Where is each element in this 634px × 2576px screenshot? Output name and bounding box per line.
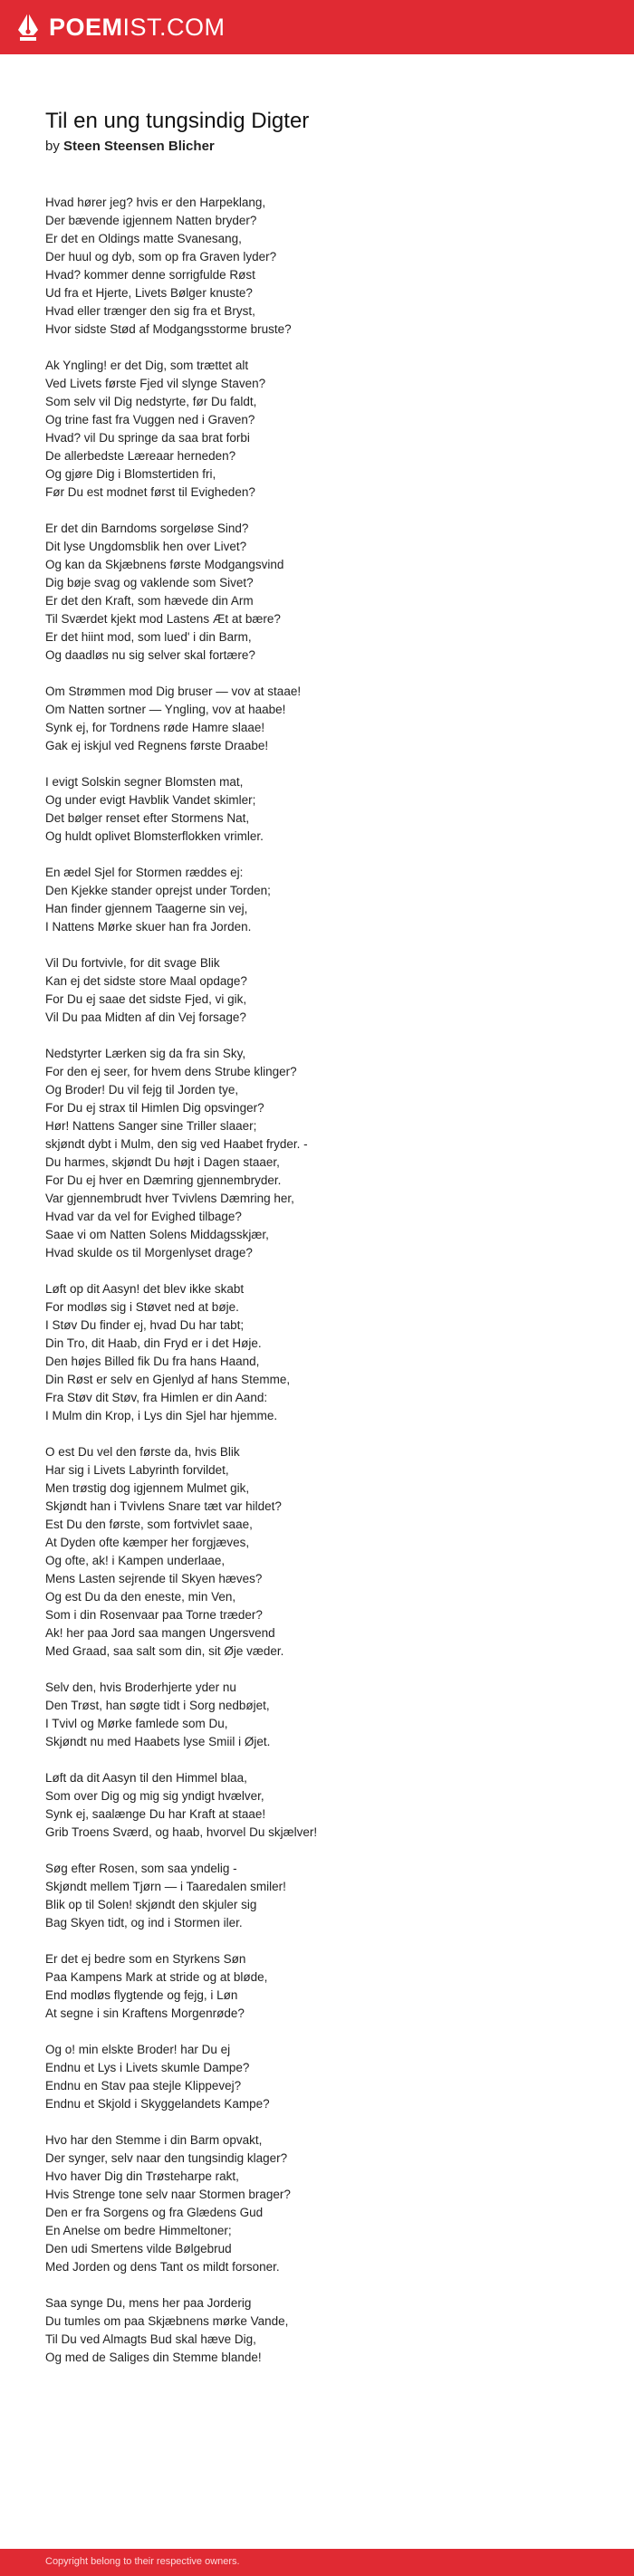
poem-line: Hvo har den Stemme i din Barm opvakt,	[45, 2133, 263, 2147]
poem-line: De allerbedste Læreaar herneden?	[45, 449, 236, 463]
poem-line: Din Tro, dit Haab, din Fryd er i det Høje.	[45, 1336, 262, 1350]
poem-line: Grib Troens Sværd, og haab, hvorvel Du skjælver!	[45, 1825, 318, 1839]
poem-line: Og gjøre Dig i Blomstertiden fri,	[45, 467, 216, 481]
poem-content	[45, 109, 589, 2385]
stanza	[45, 864, 589, 936]
poem-line: Synk ej, saalænge Du har Kraft at staae!	[45, 1807, 266, 1821]
poem-line: Til Du ved Almagts Bud skal hæve Dig,	[45, 2332, 256, 2346]
poem-line: Løft op dit Aasyn! det blev ikke skabt	[45, 1282, 245, 1296]
poem-line: At Dyden ofte kæmper her forgjæves,	[45, 1536, 250, 1549]
poem-line: Var gjennembrudt hver Tvivlens Dæmring her,	[45, 1192, 294, 1205]
poem-line: Til Sværdet kjekt mod Lastens Æt at bære?	[45, 612, 281, 626]
poem-line: Før Du est modnet først til Evigheden?	[45, 485, 255, 499]
poem-line: Som selv vil Dig nedstyrte, før Du faldt,	[45, 395, 257, 408]
poem-line: Hvor sidste Stød af Modgangsstorme bruste?	[45, 322, 292, 336]
poem-line: Mens Lasten sejrende til Skyen hæves?	[45, 1572, 263, 1585]
poem-line: At segne i sin Kraftens Morgenrøde?	[45, 2006, 245, 2020]
stanza	[45, 1045, 589, 1262]
poem-line: Som i din Rosenvaar paa Torne træder?	[45, 1608, 263, 1622]
site-logo-link[interactable]	[16, 11, 226, 43]
by-label: by	[45, 139, 64, 154]
poem-line: Din Røst er selv en Gjenlyd af hans Stemme,	[45, 1373, 291, 1386]
poem-line: Og daadløs nu sig selver skal fortære?	[45, 648, 255, 662]
poem-line: Gak ej iskjul ved Regnens første Draabe!	[45, 739, 269, 752]
poem-line: Hør! Nattens Sanger sine Triller slaaer;	[45, 1119, 257, 1133]
poem-line: skjøndt dybt i Mulm, den sig ved Haabet fryder. -	[45, 1137, 308, 1151]
poem-line: Synk ej, for Tordnens røde Hamre slaae!	[45, 721, 265, 734]
footer-bar	[0, 2549, 634, 2576]
poem-body	[45, 194, 589, 2367]
poem-line: En Anelse om bedre Himmeltoner;	[45, 2224, 232, 2237]
poem-line: Endnu en Stav paa stejle Klippevej?	[45, 2079, 242, 2092]
poem-line: Nedstyrter Lærken sig da fra sin Sky,	[45, 1047, 246, 1060]
top-bar	[0, 0, 634, 54]
poem-line: Den Trøst, han søgte tidt i Sorg nedbøjet,	[45, 1699, 270, 1712]
poem-line: Hvad var da vel for Evighed tilbage?	[45, 1210, 242, 1223]
poem-line: Og trine fast fra Vuggen ned i Graven?	[45, 413, 255, 426]
poem-line: I Mulm din Krop, i Lys din Sjel har hjemme.	[45, 1409, 278, 1422]
stanza	[45, 1860, 589, 1932]
poem-line: Ak! her paa Jord saa mangen Ungersvend	[45, 1626, 275, 1640]
poem-line: Er det ej bedre som en Styrkens Søn	[45, 1952, 246, 1966]
poem-line: Er det hiint mod, som lued' i din Barm,	[45, 630, 252, 644]
poem-line: Men trøstig dog igjennem Mulmet gik,	[45, 1481, 250, 1495]
poem-line: Og huldt oplivet Blomsterflokken vrimler.	[45, 829, 264, 843]
poem-line: Er det en Oldings matte Svanesang,	[45, 232, 242, 245]
poem-line: Du harmes, skjøndt Du højt i Dagen staaer,	[45, 1155, 280, 1169]
poem-line: Søg efter Rosen, som saa yndelig -	[45, 1862, 237, 1875]
poem-line: Blik op til Solen! skjøndt den skjuler sig	[45, 1898, 257, 1911]
poem-line: Du tumles om paa Skjæbnens mørke Vande,	[45, 2314, 289, 2328]
stanza	[45, 194, 589, 339]
poem-line: Med Graad, saa salt som din, sit Øje væder.	[45, 1644, 284, 1658]
poem-line: Skjøndt mellem Tjørn — i Taaredalen smiler!	[45, 1880, 286, 1893]
poem-line: Der huul og dyb, som op fra Graven lyder?	[45, 250, 277, 263]
poem-line: Hvad? kommer denne sorrigfulde Røst	[45, 268, 255, 282]
poem-line: Hvad skulde os til Morgenlyset drage?	[45, 1246, 253, 1259]
poem-line: Og kan da Skjæbnens første Modgangsvind	[45, 558, 284, 571]
poem-line: Dit lyse Ungdomsblik hen over Livet?	[45, 540, 247, 553]
poem-line: Den er fra Sorgens og fra Glædens Gud	[45, 2206, 264, 2219]
poem-line: Skjøndt han i Tvivlens Snare tæt var hildet?	[45, 1499, 282, 1513]
stanza	[45, 773, 589, 846]
poem-line: Bag Skyen tidt, og ind i Stormen iler.	[45, 1916, 243, 1930]
poem-line: Endnu et Lys i Livets skumle Dampe?	[45, 2061, 250, 2074]
stanza	[45, 357, 589, 502]
poem-line: Han finder gjennem Taagerne sin vej,	[45, 902, 248, 915]
poem-line: Dig bøje svag og vaklende som Sivet?	[45, 576, 254, 589]
poem-line: Om Strømmen mod Dig bruser — vov at staae!	[45, 685, 302, 698]
poem-line: I Støv Du finder ej, hvad Du har tabt;	[45, 1318, 245, 1332]
poem-line: Saae vi om Natten Solens Middagsskjær,	[45, 1228, 269, 1241]
stanza	[45, 1769, 589, 1842]
poem-line: Vil Du paa Midten af din Vej forsage?	[45, 1010, 246, 1024]
poem-line: Vil Du fortvivle, for dit svage Blik	[45, 956, 220, 970]
poem-line: Med Jorden og dens Tant os mildt forsoner.	[45, 2260, 280, 2274]
stanza	[45, 520, 589, 665]
stanza	[45, 1443, 589, 1661]
poem-line: Endnu et Skjold i Skyggelandets Kampe?	[45, 2097, 270, 2111]
poem-line: Og ofte, ak! i Kampen underlaae,	[45, 1554, 226, 1567]
poem-line: En ædel Sjel for Stormen ræddes ej:	[45, 866, 244, 879]
poem-line: I evigt Solskin segner Blomsten mat,	[45, 775, 244, 789]
poem-line: Den udi Smertens vilde Bølgebrud	[45, 2242, 232, 2255]
poem-line: For modløs sig i Støvet ned at bøje.	[45, 1300, 239, 1314]
poem-line: Den højes Billed fik Du fra hans Haand,	[45, 1355, 260, 1368]
poem-line: For Du ej hver en Dæmring gjennembryder.	[45, 1173, 282, 1187]
poem-line: Skjøndt nu med Haabets lyse Smiil i Øjet.	[45, 1735, 271, 1748]
poem-line: Som over Dig og mig sig yndigt hvælver,	[45, 1789, 264, 1803]
poem-line: Hvad? vil Du springe da saa brat forbi	[45, 431, 250, 445]
poem-line: I Tvivl og Mørke famlede som Du,	[45, 1717, 228, 1730]
poem-line: Ved Livets første Fjed vil slynge Staven?	[45, 377, 266, 390]
poem-byline	[45, 138, 589, 156]
poem-line: Det bølger renset efter Stormens Nat,	[45, 811, 250, 825]
poem-title: Til en ung tungsindig Digter	[45, 109, 310, 133]
stanza	[45, 683, 589, 755]
poem-line: Der synger, selv naar den tungsindig klager?	[45, 2151, 288, 2165]
poem-line: Fra Støv dit Støv, fra Himlen er din Aand:	[45, 1391, 268, 1404]
poem-line: For Du ej strax til Himlen Dig opsvinger?	[45, 1101, 264, 1115]
author-link[interactable]: Steen Steensen Blicher	[63, 139, 215, 154]
stanza	[45, 1280, 589, 1425]
stanza	[45, 1679, 589, 1751]
poem-line: Kan ej det sidste store Maal opdage?	[45, 974, 247, 988]
poem-line: Løft da dit Aasyn til den Himmel blaa,	[45, 1771, 247, 1785]
poem-line: Og o! min elskte Broder! har Du ej	[45, 2043, 231, 2056]
poem-line: For den ej seer, for hvem dens Strube klinger?	[45, 1065, 297, 1078]
poem-line: Est Du den første, som fortvivlet saae,	[45, 1518, 253, 1531]
brand-bold: POEM	[49, 14, 123, 41]
poem-line: Hvad hører jeg? hvis er den Harpeklang,	[45, 196, 266, 209]
poem-line: End modløs flygtende og fejg, i Løn	[45, 1988, 238, 2002]
poem-line: Hvis Strenge tone selv naar Stormen brager?	[45, 2188, 291, 2201]
poem-line: Paa Kampens Mark at stride og at bløde,	[45, 1970, 268, 1984]
poem-line: Der bævende igjennem Natten bryder?	[45, 214, 257, 227]
poem-line: Selv den, hvis Broderhjerte yder nu	[45, 1681, 236, 1694]
poem-line: Og Broder! Du vil fejg til Jorden tye,	[45, 1083, 239, 1096]
pen-nib-icon	[16, 12, 40, 43]
copyright-text: Copyright belong to their respective owners.	[45, 2556, 240, 2567]
poem-line: Og est Du da den eneste, min Ven,	[45, 1590, 236, 1604]
stanza	[45, 2041, 589, 2113]
poem-line: Om Natten sortner — Yngling, vov at haabe!	[45, 703, 286, 716]
stanza	[45, 2131, 589, 2276]
poem-line: I Nattens Mørke skuer han fra Jorden.	[45, 920, 252, 934]
poem-line: Ak Yngling! er det Dig, som trættet alt	[45, 359, 249, 372]
poem-line: Saa synge Du, mens her paa Jorderig	[45, 2296, 252, 2310]
poem-line: Er det den Kraft, som hævede din Arm	[45, 594, 254, 608]
site-brand	[49, 12, 226, 43]
poem-line: O est Du vel den første da, hvis Blik	[45, 1445, 240, 1459]
poem-line: Har sig i Livets Labyrinth forvildet,	[45, 1463, 229, 1477]
poem-line: Ud fra et Hjerte, Livets Bølger knuste?	[45, 286, 253, 300]
stanza	[45, 954, 589, 1027]
poem-line: Og under evigt Havblik Vandet skimler;	[45, 793, 256, 807]
brand-light: IST.COM	[122, 14, 226, 41]
stanza	[45, 1950, 589, 2023]
poem-line: Den Kjekke stander oprejst under Torden;	[45, 884, 271, 897]
poem-line: Og med de Saliges din Stemme blande!	[45, 2351, 262, 2364]
poem-line: Hvo haver Dig din Trøsteharpe rakt,	[45, 2169, 239, 2183]
stanza	[45, 2294, 589, 2367]
poem-line: Er det din Barndoms sorgeløse Sind?	[45, 522, 249, 535]
poem-line: Hvad eller trænger den sig fra et Bryst,	[45, 304, 255, 318]
poem-line: For Du ej saae det sidste Fjed, vi gik,	[45, 992, 247, 1006]
